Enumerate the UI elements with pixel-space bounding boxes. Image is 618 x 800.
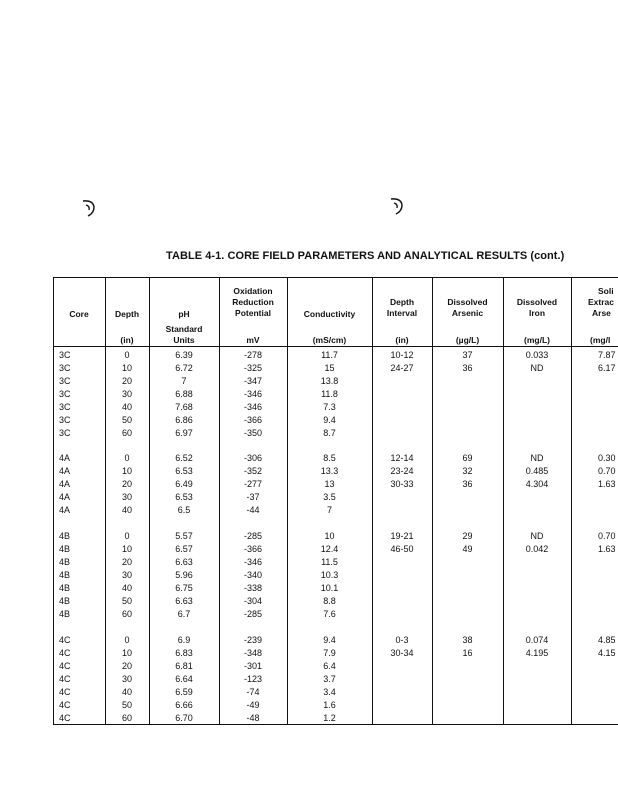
- unit-interval: (in): [395, 335, 409, 345]
- cell-conductivity: 13.3: [320, 466, 339, 476]
- unit-ph-line1: Standard: [165, 324, 203, 334]
- cell-conductivity: 7.3: [323, 402, 336, 412]
- cell-interval: 19-21: [390, 531, 414, 541]
- cell-core: 4A: [59, 492, 71, 502]
- cell-depth: 40: [121, 402, 132, 412]
- cell-arsenic: 29: [462, 531, 473, 541]
- cell-depth: 20: [121, 479, 132, 489]
- cell-conductivity: 8.5: [323, 453, 336, 463]
- cell-conductivity: 10: [324, 531, 335, 541]
- cell-ph: 6.39: [175, 350, 193, 360]
- cell-solid-arsenic: 0.70: [598, 466, 616, 476]
- cell-conductivity: 7: [326, 505, 332, 515]
- cell-orp: -123: [243, 674, 262, 684]
- cell-depth: 60: [121, 609, 132, 619]
- cell-ph: 6.5: [177, 505, 191, 515]
- cell-iron: 4.304: [525, 479, 549, 489]
- cell-iron: ND: [530, 363, 544, 373]
- cell-solid-arsenic: 6.17: [598, 363, 616, 373]
- cell-conductivity: 13: [324, 479, 335, 489]
- cell-interval: 12-14: [390, 453, 414, 463]
- cell-ph: 5.57: [175, 531, 193, 541]
- cell-arsenic: 16: [462, 648, 473, 658]
- header-solid-line3: Arse: [592, 308, 611, 318]
- unit-iron: (mg/L): [524, 335, 550, 345]
- cell-ph: 6.53: [175, 466, 193, 476]
- cell-orp: -348: [243, 648, 262, 658]
- cell-iron: ND: [530, 531, 544, 541]
- cell-interval: 23-24: [390, 466, 414, 476]
- header-ph: pH: [178, 309, 190, 319]
- cell-orp: -366: [243, 415, 262, 425]
- cell-orp: -277: [243, 479, 262, 489]
- cell-depth: 20: [121, 661, 132, 671]
- cell-core: 4C: [59, 661, 71, 671]
- cell-depth: 10: [121, 648, 132, 658]
- cell-depth: 30: [121, 389, 132, 399]
- cell-orp: -347: [243, 376, 262, 386]
- cell-core: 4C: [59, 674, 71, 684]
- cell-interval: 30-33: [390, 479, 414, 489]
- cell-orp: -49: [246, 700, 260, 710]
- cell-depth: 50: [121, 700, 132, 710]
- cell-depth: 50: [121, 596, 132, 606]
- cell-core: 4B: [59, 557, 71, 567]
- cell-ph: 6.81: [175, 661, 193, 671]
- cell-orp: -325: [243, 363, 262, 373]
- cell-core: 4C: [59, 635, 71, 645]
- table-bottom-border: [53, 724, 618, 725]
- col-border-0: [53, 277, 54, 725]
- cell-depth: 30: [121, 492, 132, 502]
- cell-depth: 10: [121, 544, 132, 554]
- cell-orp: -346: [243, 557, 262, 567]
- cell-depth: 40: [121, 687, 132, 697]
- cell-conductivity: 10.3: [320, 570, 339, 580]
- cell-core: 3C: [59, 376, 71, 386]
- cell-ph: 6.88: [175, 389, 193, 399]
- cell-depth: 10: [121, 363, 132, 373]
- cell-depth: 40: [121, 583, 132, 593]
- cell-ph: 6.72: [175, 363, 193, 373]
- cell-orp: -285: [243, 531, 262, 541]
- cell-core: 3C: [59, 389, 71, 399]
- cell-orp: -301: [243, 661, 262, 671]
- col-border-8: [571, 277, 572, 725]
- cell-core: 4C: [59, 700, 71, 710]
- cell-ph: 6.49: [175, 479, 193, 489]
- header-iron-line1: Dissolved: [516, 297, 558, 307]
- cell-solid-arsenic: 1.63: [598, 479, 616, 489]
- unit-conductivity: (mS/cm): [312, 335, 347, 345]
- cell-depth: 20: [121, 376, 132, 386]
- cell-orp: -352: [243, 466, 262, 476]
- cell-interval: 30-34: [390, 648, 414, 658]
- cell-conductivity: 3.4: [323, 687, 336, 697]
- cell-core: 4C: [59, 713, 71, 723]
- header-interval-line1: Depth: [389, 297, 415, 307]
- cell-depth: 0: [124, 531, 130, 541]
- cell-core: 3C: [59, 428, 71, 438]
- header-interval-line2: Interval: [386, 308, 418, 318]
- cell-conductivity: 8.8: [323, 596, 336, 606]
- table-title: TABLE 4-1. CORE FIELD PARAMETERS AND ANALYTICAL RESULTS (cont.): [166, 250, 565, 262]
- cell-iron: ND: [530, 453, 544, 463]
- cell-orp: -44: [246, 505, 260, 515]
- cell-solid-arsenic: 0.30: [598, 453, 616, 463]
- header-solid-line2: Extrac: [588, 297, 614, 307]
- cell-core: 4B: [59, 544, 71, 554]
- cell-iron: 0.074: [525, 635, 549, 645]
- cell-interval: 0-3: [395, 635, 409, 645]
- header-orp-line3: Potential: [235, 308, 271, 318]
- table-top-border: [53, 277, 618, 278]
- cell-orp: -346: [243, 402, 262, 412]
- cell-depth: 10: [121, 466, 132, 476]
- cell-conductivity: 7.9: [323, 648, 336, 658]
- cell-orp: -285: [243, 609, 262, 619]
- cell-core: 4B: [59, 531, 71, 541]
- cell-depth: 30: [121, 674, 132, 684]
- cell-depth: 40: [121, 505, 132, 515]
- cell-ph: 6.59: [175, 687, 193, 697]
- cell-arsenic: 69: [462, 453, 473, 463]
- cell-conductivity: 1.2: [323, 713, 336, 723]
- cell-core: 4B: [59, 596, 71, 606]
- cell-ph: 6.97: [175, 428, 193, 438]
- cell-orp: -366: [243, 544, 262, 554]
- cell-arsenic: 38: [462, 635, 473, 645]
- cell-interval: 46-50: [390, 544, 414, 554]
- cell-solid-arsenic: 7.87: [598, 350, 616, 360]
- cell-core: 4B: [59, 570, 71, 580]
- header-arsenic-line1: Dissolved: [447, 297, 488, 307]
- cell-conductivity: 15: [324, 363, 335, 373]
- cell-conductivity: 8.7: [323, 428, 336, 438]
- unit-arsenic: (µg/L): [455, 335, 480, 345]
- cell-core: 3C: [59, 402, 71, 412]
- cell-orp: -346: [243, 389, 262, 399]
- cell-ph: 6.66: [175, 700, 193, 710]
- cell-iron: 0.485: [525, 466, 549, 476]
- cell-conductivity: 13.8: [320, 376, 339, 386]
- cell-conductivity: 9.4: [323, 415, 336, 425]
- cell-ph: 6.57: [175, 544, 193, 554]
- cell-solid-arsenic: 0.70: [598, 531, 616, 541]
- cell-conductivity: 11.5: [321, 557, 338, 567]
- cell-orp: -278: [243, 350, 262, 360]
- cell-core: 4B: [59, 609, 71, 619]
- cell-core: 3C: [59, 363, 71, 373]
- cell-ph: 6.83: [175, 648, 193, 658]
- cell-iron: 0.033: [525, 350, 549, 360]
- cell-arsenic: 49: [462, 544, 473, 554]
- cell-depth: 50: [121, 415, 132, 425]
- cell-conductivity: 11.7: [321, 350, 338, 360]
- cell-core: 4B: [59, 583, 71, 593]
- cell-solid-arsenic: 4.15: [598, 648, 616, 658]
- cell-iron: 4.195: [525, 648, 549, 658]
- unit-depth: (in): [120, 335, 134, 345]
- header-iron-line2: Iron: [528, 308, 546, 318]
- cell-conductivity: 1.6: [323, 700, 336, 710]
- cell-core: 3C: [59, 350, 71, 360]
- cell-orp: -304: [243, 596, 262, 606]
- cell-ph: 6.86: [175, 415, 193, 425]
- cell-core: 4C: [59, 648, 71, 658]
- cell-ph: 6.9: [177, 635, 191, 645]
- cell-interval: 24-27: [390, 363, 414, 373]
- header-arsenic-line2: Arsenic: [451, 308, 484, 318]
- header-depth: Depth: [114, 309, 140, 319]
- cell-orp: -239: [243, 635, 262, 645]
- cell-iron: 0.042: [525, 544, 549, 554]
- cell-solid-arsenic: 4.85: [598, 635, 616, 645]
- cell-depth: 0: [124, 453, 130, 463]
- cell-ph: 6.70: [175, 713, 193, 723]
- header-bottom-border: [53, 346, 618, 347]
- cell-ph: 5.96: [175, 570, 193, 580]
- cell-ph: 6.53: [175, 492, 193, 502]
- cell-ph: 6.7: [177, 609, 191, 619]
- cell-core: 4A: [59, 505, 71, 515]
- cell-depth: 60: [121, 428, 132, 438]
- cell-depth: 0: [124, 350, 130, 360]
- cell-conductivity: 12.4: [320, 544, 339, 554]
- header-orp-line2: Reduction: [232, 297, 274, 307]
- cell-conductivity: 9.4: [323, 635, 336, 645]
- cell-conductivity: 6.4: [323, 661, 336, 671]
- cell-orp: -338: [243, 583, 262, 593]
- cell-conductivity: 10.1: [320, 583, 339, 593]
- header-solid-line1: Soli: [598, 286, 614, 296]
- cell-core: 4A: [59, 453, 71, 463]
- cell-orp: -48: [246, 713, 260, 723]
- cell-orp: -350: [243, 428, 262, 438]
- cell-ph: 7.68: [175, 402, 193, 412]
- cell-depth: 30: [121, 570, 132, 580]
- cell-depth: 20: [121, 557, 132, 567]
- cell-interval: 10-12: [390, 350, 414, 360]
- cell-depth: 0: [124, 635, 130, 645]
- cell-orp: -74: [246, 687, 260, 697]
- cell-core: 4A: [59, 466, 71, 476]
- cell-depth: 60: [121, 713, 132, 723]
- cell-arsenic: 32: [462, 466, 473, 476]
- unit-solid: (mg/l: [590, 335, 611, 345]
- cell-ph: 6.52: [175, 453, 193, 463]
- cell-arsenic: 36: [462, 479, 473, 489]
- cell-core: 4A: [59, 479, 71, 489]
- cell-solid-arsenic: 1.63: [598, 544, 616, 554]
- cell-ph: 6.63: [175, 557, 193, 567]
- cell-ph: 6.64: [175, 674, 193, 684]
- header-core: Core: [69, 309, 89, 319]
- header-conductivity: Conductivity: [303, 309, 356, 319]
- unit-ph-line2: Units: [173, 335, 195, 345]
- cell-ph: 7: [181, 376, 187, 386]
- header-orp-line1: Oxidation: [233, 286, 273, 296]
- cell-conductivity: 7.6: [323, 609, 336, 619]
- unit-orp: mV: [246, 335, 260, 345]
- cell-orp: -37: [246, 492, 260, 502]
- cell-core: 3C: [59, 415, 71, 425]
- cell-conductivity: 3.5: [323, 492, 336, 502]
- cell-orp: -306: [243, 453, 262, 463]
- cell-conductivity: 11.8: [321, 389, 338, 399]
- cell-conductivity: 3.7: [323, 674, 336, 684]
- cell-arsenic: 36: [462, 363, 473, 373]
- cell-ph: 6.63: [175, 596, 193, 606]
- cell-core: 4C: [59, 687, 71, 697]
- cell-orp: -340: [243, 570, 262, 580]
- cell-ph: 6.75: [175, 583, 193, 593]
- cell-arsenic: 37: [462, 350, 473, 360]
